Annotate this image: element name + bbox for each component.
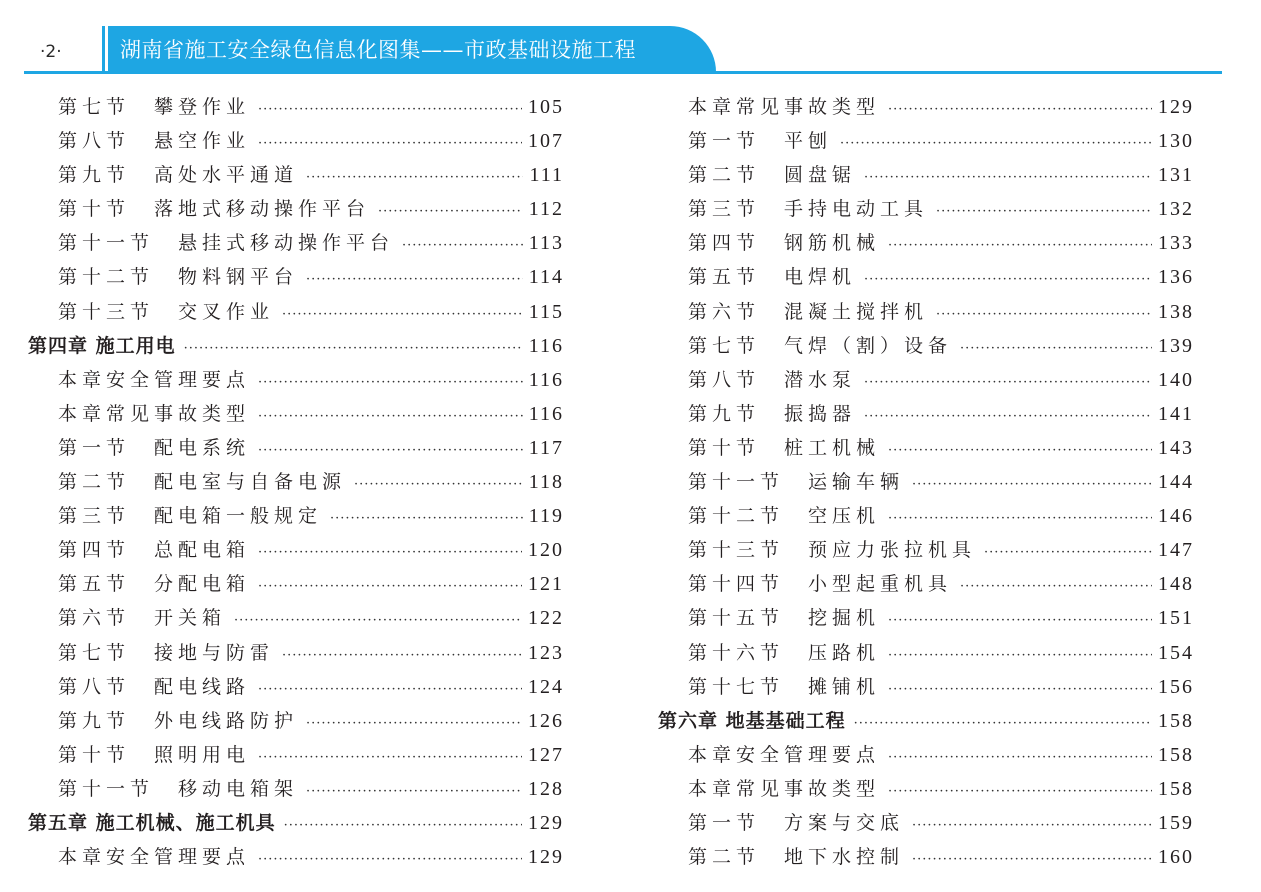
toc-dot-leader bbox=[306, 716, 522, 731]
toc-dot-leader bbox=[306, 272, 523, 287]
toc-entry-title: 第二节 配电室与自备电源 bbox=[58, 471, 347, 494]
toc-section-entry[interactable] bbox=[28, 535, 564, 569]
header-rule bbox=[24, 71, 1222, 74]
toc-section-entry[interactable] bbox=[658, 842, 1194, 876]
toc-section-entry[interactable] bbox=[658, 467, 1194, 501]
toc-entry-title: 第九节 高处水平通道 bbox=[58, 164, 299, 187]
toc-page-number: 111 bbox=[529, 164, 564, 187]
page-header bbox=[0, 0, 1261, 80]
toc-section-entry[interactable] bbox=[658, 569, 1194, 603]
toc-entry-title: 第十二节 物料钢平台 bbox=[58, 266, 299, 289]
toc-page-number: 107 bbox=[528, 130, 564, 153]
toc-page-number: 138 bbox=[1158, 300, 1194, 323]
toc-chapter-entry[interactable] bbox=[28, 331, 564, 365]
toc-entry-title: 第十六节 压路机 bbox=[688, 641, 881, 664]
toc-chapter-entry[interactable] bbox=[658, 706, 1194, 740]
header-divider bbox=[102, 26, 105, 72]
toc-dot-leader bbox=[888, 238, 1152, 253]
toc-section-entry[interactable] bbox=[28, 501, 564, 535]
toc-page-number: 156 bbox=[1158, 675, 1194, 698]
toc-section-entry[interactable] bbox=[658, 774, 1194, 808]
toc-dot-leader bbox=[960, 341, 1152, 356]
toc-entry-title: 第九节 外电线路防护 bbox=[58, 709, 299, 732]
toc-dot-leader bbox=[840, 136, 1152, 151]
toc-section-entry[interactable] bbox=[28, 160, 564, 194]
toc-page-number: 123 bbox=[528, 641, 564, 664]
toc-entry-title: 第六章 地基基础工程 bbox=[658, 709, 846, 732]
toc-section-entry[interactable] bbox=[658, 672, 1194, 706]
toc-section-entry[interactable] bbox=[658, 399, 1194, 433]
book-title: 湖南省施工安全绿色信息化图集——市政基础设施工程 bbox=[120, 38, 636, 62]
toc-entry-title: 第一节 配电系统 bbox=[58, 436, 251, 459]
toc-dot-leader bbox=[258, 545, 522, 560]
toc-dot-leader bbox=[912, 818, 1152, 833]
toc-section-entry[interactable] bbox=[28, 638, 564, 672]
toc-entry-title: 本章常见事故类型 bbox=[688, 777, 881, 800]
toc-page-number: 148 bbox=[1158, 573, 1194, 596]
toc-section-entry[interactable] bbox=[28, 706, 564, 740]
toc-entry-title: 第十节 照明用电 bbox=[58, 743, 251, 766]
toc-entry-title: 本章安全管理要点 bbox=[58, 846, 251, 869]
toc-section-entry[interactable] bbox=[28, 228, 564, 262]
toc-entry-title: 第十一节 运输车辆 bbox=[688, 471, 905, 494]
toc-page-number: 130 bbox=[1158, 130, 1194, 153]
toc-section-entry[interactable] bbox=[28, 262, 564, 296]
toc-entry-title: 第一节 方案与交底 bbox=[688, 811, 905, 834]
toc-page-number: 118 bbox=[528, 471, 564, 494]
toc-entry-title: 第二节 圆盘锯 bbox=[688, 164, 857, 187]
toc-page-number: 141 bbox=[1158, 402, 1194, 425]
toc-section-entry[interactable] bbox=[28, 740, 564, 774]
toc-entry-title: 第四章 施工用电 bbox=[28, 334, 176, 357]
toc-entry-title: 本章常见事故类型 bbox=[688, 96, 881, 118]
toc-page-number: 146 bbox=[1158, 505, 1194, 528]
toc-dot-leader bbox=[854, 716, 1152, 731]
toc-section-entry[interactable] bbox=[28, 672, 564, 706]
toc-entry-title: 第五节 电焊机 bbox=[688, 266, 857, 289]
toc-page-number: 144 bbox=[1158, 471, 1194, 494]
toc-dot-leader bbox=[864, 375, 1152, 390]
toc-dot-leader bbox=[184, 341, 523, 356]
toc-page-number: 122 bbox=[528, 607, 564, 630]
toc-dot-leader bbox=[888, 613, 1152, 628]
toc-page-number: 132 bbox=[1158, 198, 1194, 221]
toc-dot-leader bbox=[258, 852, 522, 867]
toc-dot-leader bbox=[888, 784, 1152, 799]
toc-entry-title: 本章安全管理要点 bbox=[58, 368, 251, 391]
toc-entry-title: 第六节 开关箱 bbox=[58, 607, 227, 630]
toc-entry-title: 第五节 分配电箱 bbox=[58, 573, 251, 596]
toc-entry-title: 第十一节 移动电箱架 bbox=[58, 777, 299, 800]
toc-column-right bbox=[658, 92, 1194, 876]
toc-entry-title: 第七节 接地与防雷 bbox=[58, 641, 275, 664]
toc-page-number: 116 bbox=[528, 334, 564, 357]
toc-section-entry[interactable] bbox=[658, 126, 1194, 160]
toc-dot-leader bbox=[258, 136, 522, 151]
toc-dot-leader bbox=[960, 579, 1152, 594]
toc-dot-leader bbox=[378, 204, 523, 219]
toc-section-entry[interactable] bbox=[28, 194, 564, 228]
toc-section-entry[interactable] bbox=[658, 365, 1194, 399]
toc-section-entry[interactable] bbox=[658, 92, 1194, 126]
toc-dot-leader bbox=[888, 511, 1152, 526]
toc-section-entry[interactable] bbox=[28, 842, 564, 876]
toc-section-entry[interactable] bbox=[658, 297, 1194, 331]
toc-page-number: 112 bbox=[528, 198, 564, 221]
toc-dot-leader bbox=[864, 272, 1152, 287]
toc-page-number: 124 bbox=[528, 675, 564, 698]
toc-section-entry[interactable] bbox=[658, 740, 1194, 774]
toc-entry-title: 第四节 钢筋机械 bbox=[688, 232, 881, 255]
toc-entry-title: 第十五节 挖掘机 bbox=[688, 607, 881, 630]
page-number: ·2· bbox=[40, 42, 62, 62]
toc-dot-leader bbox=[282, 307, 523, 322]
toc-entry-title: 第十节 桩工机械 bbox=[688, 436, 881, 459]
toc-page-number: 117 bbox=[528, 436, 564, 459]
toc-dot-leader bbox=[258, 102, 522, 117]
toc-section-entry[interactable] bbox=[658, 603, 1194, 637]
toc-column-left bbox=[28, 92, 564, 876]
toc-entry-title: 第一节 平刨 bbox=[688, 130, 833, 153]
toc-entry-title: 第十四节 小型起重机具 bbox=[688, 573, 953, 596]
toc-page-number: 116 bbox=[528, 402, 564, 425]
toc-dot-leader bbox=[936, 204, 1152, 219]
toc-entry-title: 第十二节 空压机 bbox=[688, 505, 881, 528]
toc-entry-title: 第六节 混凝土搅拌机 bbox=[688, 300, 929, 323]
toc-page-number: 126 bbox=[528, 709, 564, 732]
toc-section-entry[interactable] bbox=[28, 774, 564, 808]
toc-page-number: 129 bbox=[1158, 96, 1194, 118]
toc-entry-title: 第五章 施工机械、施工机具 bbox=[28, 811, 276, 834]
toc-section-entry[interactable] bbox=[658, 535, 1194, 569]
toc-dot-leader bbox=[354, 477, 523, 492]
toc-entry-title: 第三节 配电箱一般规定 bbox=[58, 505, 323, 528]
toc-page-number: 133 bbox=[1158, 232, 1194, 255]
toc-dot-leader bbox=[258, 750, 522, 765]
toc-section-entry[interactable] bbox=[658, 194, 1194, 228]
toc-dot-leader bbox=[306, 784, 522, 799]
toc-page-number: 120 bbox=[528, 539, 564, 562]
toc-section-entry[interactable] bbox=[28, 433, 564, 467]
toc-dot-leader bbox=[258, 443, 523, 458]
toc-section-entry[interactable] bbox=[28, 399, 564, 433]
toc-chapter-entry[interactable] bbox=[28, 808, 564, 842]
toc-dot-leader bbox=[284, 818, 522, 833]
toc-section-entry[interactable] bbox=[28, 569, 564, 603]
toc-dot-leader bbox=[402, 238, 523, 253]
toc-page-number: 127 bbox=[528, 743, 564, 766]
toc-entry-title: 第八节 悬空作业 bbox=[58, 130, 251, 153]
toc-section-entry[interactable] bbox=[28, 92, 564, 126]
toc-section-entry[interactable] bbox=[658, 638, 1194, 672]
toc-section-entry[interactable] bbox=[658, 808, 1194, 842]
toc-dot-leader bbox=[888, 682, 1152, 697]
toc-dot-leader bbox=[258, 375, 523, 390]
toc-page-number: 131 bbox=[1158, 164, 1194, 187]
toc-page-number: 129 bbox=[528, 846, 564, 869]
toc-dot-leader bbox=[888, 102, 1152, 117]
toc-dot-leader bbox=[234, 613, 522, 628]
toc-entry-title: 本章常见事故类型 bbox=[58, 402, 251, 425]
toc-section-entry[interactable] bbox=[28, 467, 564, 501]
toc-page-number: 154 bbox=[1158, 641, 1194, 664]
toc-entry-title: 第十节 落地式移动操作平台 bbox=[58, 198, 371, 221]
toc-dot-leader bbox=[912, 852, 1152, 867]
toc-page-number: 105 bbox=[528, 96, 564, 118]
toc-entry-title: 本章安全管理要点 bbox=[688, 743, 881, 766]
toc-page-number: 158 bbox=[1158, 777, 1194, 800]
toc-dot-leader bbox=[936, 307, 1152, 322]
toc-section-entry[interactable] bbox=[658, 331, 1194, 365]
toc-entry-title: 第九节 振捣器 bbox=[688, 402, 857, 425]
toc-page-number: 158 bbox=[1158, 743, 1194, 766]
toc-page-number: 128 bbox=[528, 777, 564, 800]
toc-dot-leader bbox=[888, 443, 1152, 458]
toc-page-number: 140 bbox=[1158, 368, 1194, 391]
toc-dot-leader bbox=[258, 682, 522, 697]
toc-section-entry[interactable] bbox=[28, 603, 564, 637]
toc-section-entry[interactable] bbox=[28, 297, 564, 331]
toc-section-entry[interactable] bbox=[658, 228, 1194, 262]
toc-dot-leader bbox=[864, 170, 1152, 185]
toc-dot-leader bbox=[912, 477, 1152, 492]
toc-page-number: 158 bbox=[1158, 709, 1194, 732]
toc-section-entry[interactable] bbox=[28, 126, 564, 160]
toc-dot-leader bbox=[306, 170, 523, 185]
toc-page-number: 147 bbox=[1158, 539, 1194, 562]
toc-section-entry[interactable] bbox=[28, 365, 564, 399]
toc-dot-leader bbox=[330, 511, 523, 526]
toc-entry-title: 第八节 潜水泵 bbox=[688, 368, 857, 391]
toc-entry-title: 第十三节 预应力张拉机具 bbox=[688, 539, 977, 562]
toc-page-number: 114 bbox=[528, 266, 564, 289]
toc-section-entry[interactable] bbox=[658, 501, 1194, 535]
toc-page-number: 136 bbox=[1158, 266, 1194, 289]
toc-page-number: 151 bbox=[1158, 607, 1194, 630]
toc-dot-leader bbox=[258, 579, 522, 594]
toc-entry-title: 第八节 配电线路 bbox=[58, 675, 251, 698]
toc-page-number: 113 bbox=[528, 232, 564, 255]
toc-entry-title: 第十三节 交叉作业 bbox=[58, 300, 275, 323]
toc-entry-title: 第十七节 摊铺机 bbox=[688, 675, 881, 698]
toc-entry-title: 第二节 地下水控制 bbox=[688, 846, 905, 869]
toc-dot-leader bbox=[864, 409, 1152, 424]
toc-page-number: 115 bbox=[528, 300, 564, 323]
toc-page-number: 143 bbox=[1158, 436, 1194, 459]
toc-entry-title: 第七节 气焊（割）设备 bbox=[688, 334, 953, 357]
toc-dot-leader bbox=[282, 648, 522, 663]
toc-dot-leader bbox=[888, 750, 1152, 765]
toc-entry-title: 第七节 攀登作业 bbox=[58, 96, 251, 118]
toc-page-number: 121 bbox=[528, 573, 564, 596]
toc-page-number: 139 bbox=[1158, 334, 1194, 357]
toc-entry-title: 第四节 总配电箱 bbox=[58, 539, 251, 562]
toc-entry-title: 第三节 手持电动工具 bbox=[688, 198, 929, 221]
toc-page-number: 119 bbox=[528, 505, 564, 528]
toc-page-number: 160 bbox=[1158, 846, 1194, 869]
toc-dot-leader bbox=[888, 648, 1152, 663]
toc-section-entry[interactable] bbox=[658, 433, 1194, 467]
toc-page-number: 129 bbox=[528, 811, 564, 834]
toc-section-entry[interactable] bbox=[658, 262, 1194, 296]
toc-section-entry[interactable] bbox=[658, 160, 1194, 194]
toc-page-number: 116 bbox=[528, 368, 564, 391]
header-banner bbox=[108, 26, 716, 72]
toc-dot-leader bbox=[258, 409, 523, 424]
toc-page-number: 159 bbox=[1158, 811, 1194, 834]
toc-dot-leader bbox=[984, 545, 1152, 560]
toc-entry-title: 第十一节 悬挂式移动操作平台 bbox=[58, 232, 395, 255]
